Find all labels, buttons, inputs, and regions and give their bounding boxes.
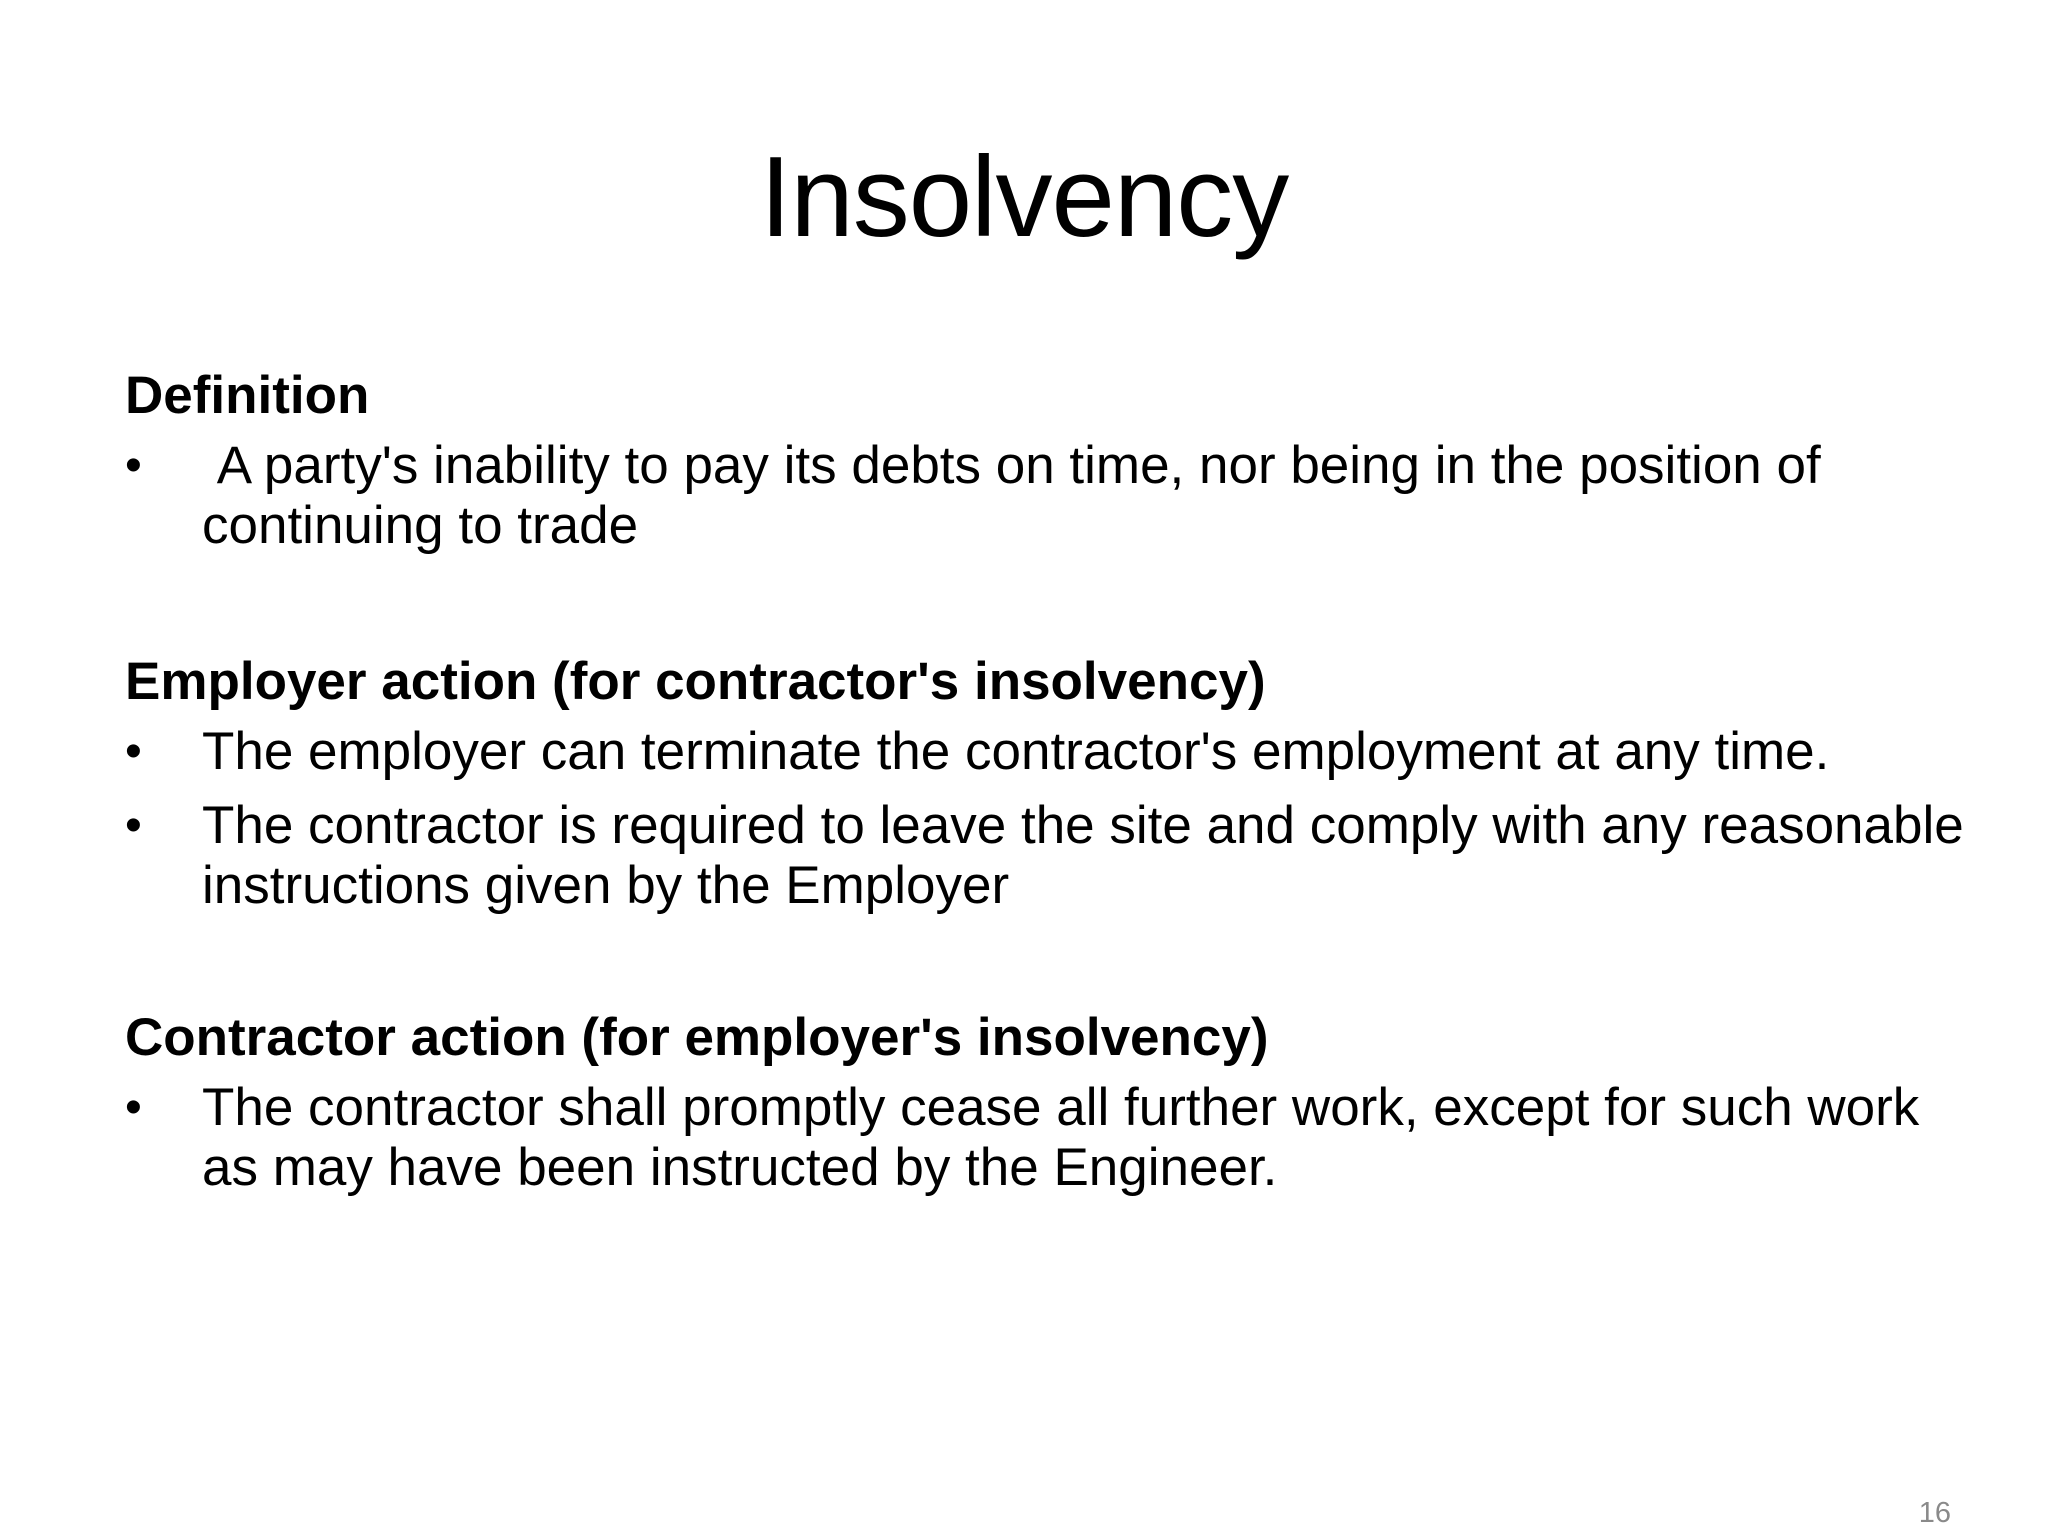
bullet-text: The contractor is required to leave the site and comply with any reasonable instructions given by the Employer (202, 796, 1964, 915)
slide-content (125, 366, 1965, 1198)
bullet-text: The employer can terminate the contractor's employment at any time. (202, 722, 1830, 781)
bullet-icon: • (125, 1081, 142, 1134)
section-heading: Definition (125, 366, 370, 425)
bullet-text: A party's inability to pay its debts on time, nor being in the position of continuing to trade (202, 436, 1836, 555)
section-contractor-action (125, 1008, 1965, 1198)
bullet-item (125, 436, 1965, 556)
bullet-icon: • (125, 725, 142, 778)
bullet-item (125, 722, 1965, 782)
bullet-list (125, 722, 1965, 916)
bullet-item (125, 1078, 1965, 1198)
bullet-list (125, 436, 1965, 556)
section-definition (125, 366, 1965, 556)
bullet-text: The contractor shall promptly cease all further work, except for such work as may have been instructed by the Engineer. (202, 1078, 1920, 1197)
section-employer-action (125, 652, 1965, 916)
bullet-list (125, 1078, 1965, 1198)
section-heading: Employer action (for contractor's insolvency) (125, 652, 1266, 711)
slide-number: 16 (1918, 1497, 1951, 1529)
bullet-item (125, 796, 1965, 916)
slide-title: Insolvency (759, 134, 1289, 261)
bullet-icon: • (125, 439, 142, 492)
section-heading: Contractor action (for employer's insolvency) (125, 1008, 1269, 1067)
bullet-icon: • (125, 799, 142, 852)
